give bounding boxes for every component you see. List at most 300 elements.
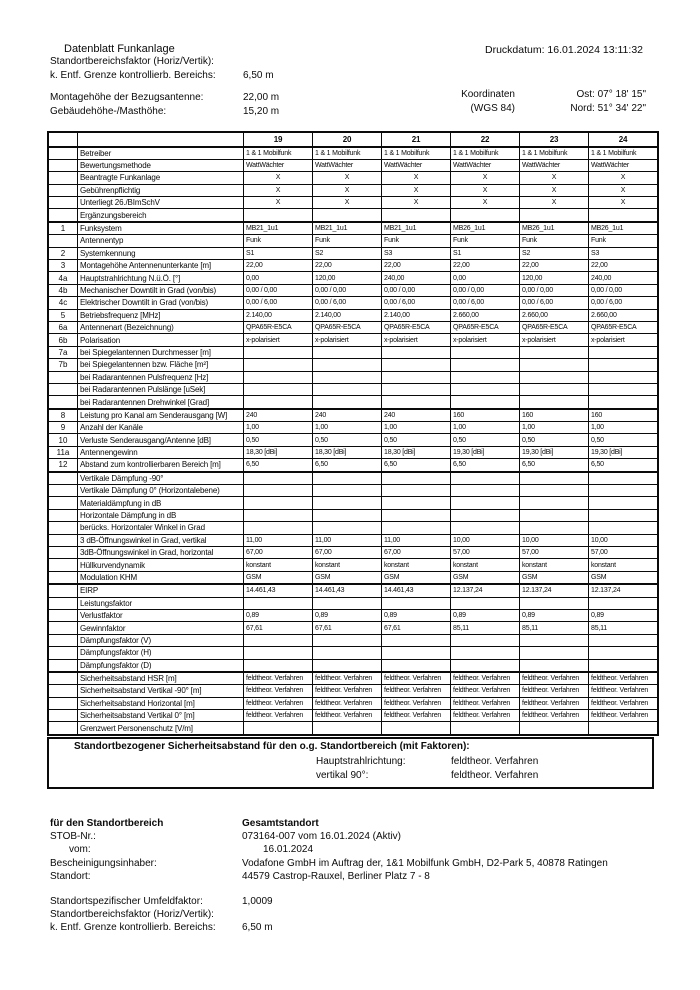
row-label: Leistung pro Kanal am Senderausgang [W] xyxy=(78,409,244,422)
footer-row-value: 6,50 m xyxy=(242,922,273,934)
row-number xyxy=(48,472,78,485)
cell-value xyxy=(589,497,659,509)
cell-value: 6,50 xyxy=(244,459,313,472)
row-label: Grenzwert Personenschutz [V/m] xyxy=(78,722,244,735)
cell-value: feldtheor. Verfahren xyxy=(589,685,659,697)
safety-box-row xyxy=(49,769,652,783)
cell-value: 85,11 xyxy=(589,622,659,634)
row-number xyxy=(48,547,78,559)
cell-value: konstant xyxy=(451,559,520,571)
cell-value: 0,50 xyxy=(313,434,382,446)
table-row xyxy=(48,722,658,735)
cell-value: 22,00 xyxy=(313,260,382,272)
footer-row xyxy=(50,921,670,934)
table-row xyxy=(48,309,658,321)
table-row xyxy=(48,534,658,546)
row-label: Sicherheitsabstand Horizontal [m] xyxy=(78,697,244,709)
row-label: Mechanischer Downtilt in Grad (von/bis) xyxy=(78,284,244,296)
cell-value: 22,00 xyxy=(382,260,451,272)
row-number xyxy=(48,622,78,634)
cell-value: MB26_1u1 xyxy=(451,222,520,235)
cell-value: 1,00 xyxy=(520,422,589,434)
cell-value: 0,00 / 0,00 xyxy=(520,284,589,296)
cell-value: X xyxy=(313,197,382,209)
header-blank-cell xyxy=(48,132,78,147)
cell-value xyxy=(382,647,451,659)
row-number xyxy=(48,571,78,584)
safety-row-label: Hauptstrahlrichtung: xyxy=(316,756,406,767)
cell-value: 0,00 / 0,00 xyxy=(382,284,451,296)
cell-value: feldtheor. Verfahren xyxy=(244,685,313,697)
cell-value xyxy=(244,659,313,672)
cell-value: 240 xyxy=(382,409,451,422)
table-row xyxy=(48,159,658,171)
row-number xyxy=(48,659,78,672)
info-line xyxy=(50,105,470,119)
row-label: Sicherheitsabstand Vertikal 0° [m] xyxy=(78,710,244,722)
cell-value xyxy=(451,647,520,659)
cell-value xyxy=(451,509,520,521)
table-row xyxy=(48,459,658,472)
cell-value: 0,00 xyxy=(244,272,313,284)
footer-row xyxy=(50,908,670,921)
cell-value: 1 & 1 Mobilfunk xyxy=(382,147,451,160)
cell-value: 22,00 xyxy=(589,260,659,272)
cell-value: X xyxy=(589,197,659,209)
cell-value xyxy=(382,597,451,609)
info-line-label: Gebäudehöhe-/Masthöhe: xyxy=(50,106,167,117)
cell-value: S1 xyxy=(451,247,520,259)
table-row xyxy=(48,260,658,272)
row-number: 9 xyxy=(48,422,78,434)
cell-value: X xyxy=(451,184,520,196)
cell-value xyxy=(589,396,659,409)
table-row xyxy=(48,359,658,371)
cell-value: 67,61 xyxy=(244,622,313,634)
row-label: Elektrischer Downtilt in Grad (von/bis) xyxy=(78,297,244,309)
row-label: Vertikale Dämpfung 0° (Horizontalebene) xyxy=(78,485,244,497)
table-row xyxy=(48,497,658,509)
row-number: 5 xyxy=(48,309,78,321)
row-number xyxy=(48,584,78,597)
cell-value: QPA65R-E5CA xyxy=(451,321,520,333)
footer-row-value: Vodafone GmbH im Auftrag der, 1&1 Mobilfunk GmbH, D2-Park 5, 40878 Ratingen xyxy=(242,857,608,869)
cell-value xyxy=(451,383,520,395)
cell-value: GSM xyxy=(589,571,659,584)
cell-value: 10,00 xyxy=(520,534,589,546)
cell-value: 67,61 xyxy=(313,622,382,634)
cell-value xyxy=(589,509,659,521)
cell-value xyxy=(382,659,451,672)
cell-value xyxy=(382,472,451,485)
cell-value: konstant xyxy=(520,559,589,571)
cell-value: 0,89 xyxy=(244,609,313,621)
cell-value: X xyxy=(382,197,451,209)
cell-value: 1 & 1 Mobilfunk xyxy=(244,147,313,160)
cell-value: feldtheor. Verfahren xyxy=(313,685,382,697)
cell-value xyxy=(244,722,313,735)
info-line-value: 6,50 m xyxy=(243,70,274,81)
cell-value: konstant xyxy=(244,559,313,571)
safety-row-label: vertikal 90°: xyxy=(316,770,369,781)
row-number xyxy=(48,159,78,171)
cell-value: Funk xyxy=(382,235,451,247)
table-row xyxy=(48,422,658,434)
footer-row-label: für den Standortbereich xyxy=(50,818,164,829)
table-row xyxy=(48,434,658,446)
cell-value: 1,00 xyxy=(451,422,520,434)
cell-value: X xyxy=(313,172,382,184)
row-number xyxy=(48,396,78,409)
cell-value: feldtheor. Verfahren xyxy=(451,697,520,709)
info-line xyxy=(50,55,470,69)
info-line-label: k. Entf. Grenze kontrollierb. Bereichs: xyxy=(50,70,216,81)
info-line-value: 22,00 m xyxy=(243,92,280,103)
safety-row-value: feldtheor. Verfahren xyxy=(451,756,539,767)
cell-value: Funk xyxy=(589,235,659,247)
row-label: Unterliegt 26./BImSchV xyxy=(78,197,244,209)
table-row xyxy=(48,647,658,659)
table-row xyxy=(48,485,658,497)
row-label: Antennentyp xyxy=(78,235,244,247)
cell-value: feldtheor. Verfahren xyxy=(589,710,659,722)
cell-value: 22,00 xyxy=(451,260,520,272)
footer-row-value: 1,0009 xyxy=(242,895,273,907)
cell-value: 0,50 xyxy=(382,434,451,446)
row-number: 4a xyxy=(48,272,78,284)
row-label: Hauptstrahlrichtung N.ü.Ö. [°] xyxy=(78,272,244,284)
row-label: Abstand zum kontrollierbaren Bereich [m] xyxy=(78,459,244,472)
cell-value: 1 & 1 Mobilfunk xyxy=(589,147,659,160)
cell-value: 2.660,00 xyxy=(451,309,520,321)
row-number xyxy=(48,184,78,196)
row-label: Sicherheitsabstand HSR [m] xyxy=(78,672,244,685)
cell-value xyxy=(244,497,313,509)
cell-value: Funk xyxy=(244,235,313,247)
footer-row-value: 44579 Castrop-Rauxel, Berliner Platz 7 - 8 xyxy=(242,870,430,882)
cell-value xyxy=(451,485,520,497)
cell-value xyxy=(382,485,451,497)
row-label: Betriebsfrequenz [MHz] xyxy=(78,309,244,321)
table-row xyxy=(48,247,658,259)
table-row xyxy=(48,697,658,709)
row-label: Antennengewinn xyxy=(78,446,244,458)
cell-value xyxy=(382,522,451,534)
cell-value: 6,50 xyxy=(313,459,382,472)
cell-value: 19,30 [dBi] xyxy=(589,446,659,458)
cell-value: WattWächter xyxy=(244,159,313,171)
cell-value xyxy=(520,634,589,646)
datasheet-table xyxy=(47,131,659,736)
cell-value: 57,00 xyxy=(520,547,589,559)
row-number xyxy=(48,485,78,497)
row-label: Ergänzungsbereich xyxy=(78,209,244,222)
row-number xyxy=(48,722,78,735)
cell-value xyxy=(382,497,451,509)
coordinates-datum: (WGS 84) xyxy=(470,103,515,114)
cell-value xyxy=(451,396,520,409)
table-row xyxy=(48,209,658,222)
row-number: 4b xyxy=(48,284,78,296)
cell-value xyxy=(244,346,313,358)
cell-value xyxy=(451,634,520,646)
cell-value: 67,61 xyxy=(382,622,451,634)
coordinate-north: Nord: 51° 34' 22" xyxy=(570,103,646,114)
print-date: Druckdatum: 16.01.2024 13:11:32 xyxy=(485,44,643,56)
safety-box-row xyxy=(49,755,652,769)
cell-value xyxy=(244,522,313,534)
cell-value: 57,00 xyxy=(451,547,520,559)
cell-value xyxy=(451,472,520,485)
cell-value xyxy=(451,359,520,371)
cell-value: 85,11 xyxy=(520,622,589,634)
footer-row-label: Bescheinigungsinhaber: xyxy=(50,857,157,869)
cell-value xyxy=(589,485,659,497)
cell-value: feldtheor. Verfahren xyxy=(520,697,589,709)
cell-value: 6,50 xyxy=(589,459,659,472)
row-label: Leistungsfaktor xyxy=(78,597,244,609)
row-number xyxy=(48,172,78,184)
cell-value: 0,00 / 0,00 xyxy=(451,284,520,296)
cell-value xyxy=(313,383,382,395)
cell-value: 0,50 xyxy=(520,434,589,446)
cell-value: 1 & 1 Mobilfunk xyxy=(313,147,382,160)
cell-value: X xyxy=(451,172,520,184)
cell-value: WattWächter xyxy=(451,159,520,171)
cell-value xyxy=(244,209,313,222)
cell-value: 160 xyxy=(451,409,520,422)
cell-value xyxy=(313,485,382,497)
cell-value: 67,00 xyxy=(313,547,382,559)
cell-value: GSM xyxy=(313,571,382,584)
cell-value: 11,00 xyxy=(313,534,382,546)
cell-value xyxy=(313,722,382,735)
cell-value: WattWächter xyxy=(313,159,382,171)
table-row xyxy=(48,634,658,646)
row-number: 1 xyxy=(48,222,78,235)
cell-value: 2.140,00 xyxy=(313,309,382,321)
cell-value: 1 & 1 Mobilfunk xyxy=(520,147,589,160)
cell-value xyxy=(520,383,589,395)
cell-value xyxy=(244,396,313,409)
cell-value: x-polarisiert xyxy=(313,334,382,346)
cell-value: Funk xyxy=(520,235,589,247)
row-label: Horizontale Dämpfung in dB xyxy=(78,509,244,521)
table-row xyxy=(48,597,658,609)
cell-value xyxy=(244,634,313,646)
row-label: Antennenart (Bezeichnung) xyxy=(78,321,244,333)
safety-box-title: Standortbezogener Sicherheitsabstand für den o.g. Standortbereich (mit Faktoren): xyxy=(74,741,470,752)
footer-row-label: k. Entf. Grenze kontrollierb. Bereichs: xyxy=(50,922,216,934)
row-number: 8 xyxy=(48,409,78,422)
cell-value: feldtheor. Verfahren xyxy=(244,697,313,709)
row-label: 3dB-Öffnungswinkel in Grad, horizontal xyxy=(78,547,244,559)
cell-value: 2.660,00 xyxy=(520,309,589,321)
cell-value xyxy=(244,472,313,485)
footer-row-label: STOB-Nr.: xyxy=(50,831,96,843)
row-number xyxy=(48,710,78,722)
footer-row-label: Standortspezifischer Umfeldfaktor: xyxy=(50,895,203,907)
cell-value: feldtheor. Verfahren xyxy=(244,672,313,685)
cell-value: 0,89 xyxy=(451,609,520,621)
cell-value: 14.461,43 xyxy=(313,584,382,597)
column-header: 21 xyxy=(382,132,451,147)
row-number xyxy=(48,147,78,160)
cell-value xyxy=(589,522,659,534)
cell-value: x-polarisiert xyxy=(589,334,659,346)
info-line xyxy=(50,69,470,83)
row-label: Funksystem xyxy=(78,222,244,235)
header-blank-cell xyxy=(78,132,244,147)
cell-value xyxy=(520,659,589,672)
footer-row xyxy=(50,895,670,908)
cell-value: feldtheor. Verfahren xyxy=(451,672,520,685)
cell-value xyxy=(313,209,382,222)
row-label: Polarisation xyxy=(78,334,244,346)
cell-value: MB21_1u1 xyxy=(313,222,382,235)
table-header-row xyxy=(48,132,658,147)
row-number xyxy=(48,371,78,383)
cell-value xyxy=(520,722,589,735)
cell-value: 22,00 xyxy=(244,260,313,272)
cell-value: WattWächter xyxy=(589,159,659,171)
table-row xyxy=(48,659,658,672)
table-row xyxy=(48,184,658,196)
cell-value: feldtheor. Verfahren xyxy=(520,672,589,685)
column-header: 20 xyxy=(313,132,382,147)
footer-row xyxy=(50,843,670,856)
cell-value xyxy=(451,722,520,735)
row-number xyxy=(48,197,78,209)
row-label: berücks. Horizontaler Winkel in Grad xyxy=(78,522,244,534)
cell-value xyxy=(520,647,589,659)
row-number: 4c xyxy=(48,297,78,309)
cell-value: 0,00 / 0,00 xyxy=(313,284,382,296)
table-row xyxy=(48,396,658,409)
cell-value: feldtheor. Verfahren xyxy=(382,710,451,722)
cell-value: 10,00 xyxy=(589,534,659,546)
cell-value xyxy=(382,634,451,646)
cell-value: 160 xyxy=(520,409,589,422)
table-row xyxy=(48,685,658,697)
cell-value: 0,00 xyxy=(451,272,520,284)
cell-value: 85,11 xyxy=(451,622,520,634)
cell-value: 19,30 [dBi] xyxy=(520,446,589,458)
cell-value: feldtheor. Verfahren xyxy=(520,685,589,697)
row-label: Modulation KHM xyxy=(78,571,244,584)
cell-value: GSM xyxy=(382,571,451,584)
table-row xyxy=(48,272,658,284)
table-row xyxy=(48,446,658,458)
row-label: Materialdämpfung in dB xyxy=(78,497,244,509)
row-number xyxy=(48,672,78,685)
page-title: Datenblatt Funkanlage xyxy=(64,43,175,55)
row-number xyxy=(48,609,78,621)
cell-value xyxy=(382,346,451,358)
footer-row-label: Standort: xyxy=(50,870,91,882)
cell-value: feldtheor. Verfahren xyxy=(382,672,451,685)
column-header: 24 xyxy=(589,132,659,147)
row-label: Dämpfungsfaktor (D) xyxy=(78,659,244,672)
table-row xyxy=(48,371,658,383)
cell-value xyxy=(244,485,313,497)
cell-value: feldtheor. Verfahren xyxy=(244,710,313,722)
cell-value xyxy=(451,522,520,534)
row-number xyxy=(48,697,78,709)
cell-value xyxy=(589,597,659,609)
table-row xyxy=(48,622,658,634)
row-label: Vertikale Dämpfung -90° xyxy=(78,472,244,485)
row-label: EIRP xyxy=(78,584,244,597)
row-label: Gebührenpflichtig xyxy=(78,184,244,196)
cell-value: 10,00 xyxy=(451,534,520,546)
table-row xyxy=(48,584,658,597)
cell-value: 240 xyxy=(313,409,382,422)
cell-value: 0,89 xyxy=(313,609,382,621)
cell-value: 0,00 / 6,00 xyxy=(313,297,382,309)
cell-value: 0,89 xyxy=(589,609,659,621)
cell-value xyxy=(313,522,382,534)
cell-value: 0,50 xyxy=(451,434,520,446)
cell-value: 0,50 xyxy=(244,434,313,446)
cell-value: 22,00 xyxy=(520,260,589,272)
cell-value xyxy=(313,359,382,371)
footer-row-value: 073164-007 vom 16.01.2024 (Aktiv) xyxy=(242,831,401,843)
coordinates-label: Koordinaten xyxy=(461,89,515,100)
table-row xyxy=(48,147,658,160)
cell-value: 14.461,43 xyxy=(244,584,313,597)
cell-value: X xyxy=(313,184,382,196)
cell-value: 0,89 xyxy=(520,609,589,621)
cell-value xyxy=(244,647,313,659)
cell-value: 18,30 [dBi] xyxy=(244,446,313,458)
cell-value: 0,00 / 0,00 xyxy=(244,284,313,296)
cell-value: WattWächter xyxy=(382,159,451,171)
cell-value: MB26_1u1 xyxy=(520,222,589,235)
row-label: Anzahl der Kanäle xyxy=(78,422,244,434)
cell-value xyxy=(589,371,659,383)
cell-value: 12.137,24 xyxy=(589,584,659,597)
cell-value: X xyxy=(451,197,520,209)
cell-value: 2.660,00 xyxy=(589,309,659,321)
row-label: Verluste Senderausgang/Antenne [dB] xyxy=(78,434,244,446)
cell-value: 240,00 xyxy=(589,272,659,284)
cell-value xyxy=(244,371,313,383)
cell-value xyxy=(313,497,382,509)
cell-value: konstant xyxy=(313,559,382,571)
cell-value: x-polarisiert xyxy=(382,334,451,346)
table-row xyxy=(48,235,658,247)
cell-value: X xyxy=(520,184,589,196)
cell-value xyxy=(451,346,520,358)
cell-value xyxy=(451,659,520,672)
cell-value: x-polarisiert xyxy=(451,334,520,346)
cell-value xyxy=(589,209,659,222)
row-number: 7a xyxy=(48,346,78,358)
cell-value: 2.140,00 xyxy=(382,309,451,321)
row-label: Montagehöhe Antennenunterkante [m] xyxy=(78,260,244,272)
row-label: bei Radarantennen Pulsfrequenz [Hz] xyxy=(78,371,244,383)
cell-value: X xyxy=(589,184,659,196)
cell-value xyxy=(244,509,313,521)
cell-value: 6,50 xyxy=(451,459,520,472)
row-number: 11a xyxy=(48,446,78,458)
cell-value: S1 xyxy=(244,247,313,259)
row-number: 7b xyxy=(48,359,78,371)
cell-value xyxy=(313,346,382,358)
cell-value: X xyxy=(589,172,659,184)
cell-value xyxy=(589,634,659,646)
